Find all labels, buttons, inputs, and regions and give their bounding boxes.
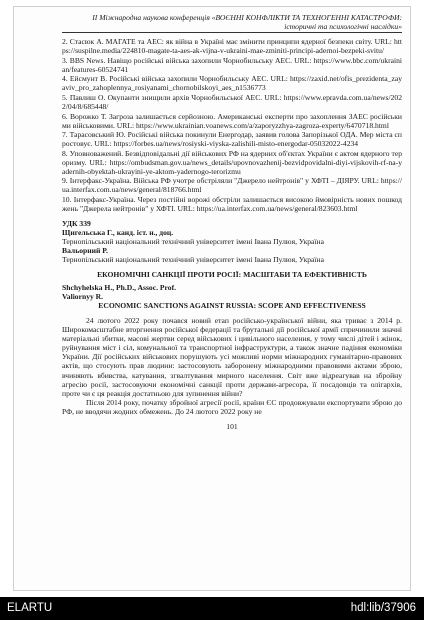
author-affiliation: Тернопільський національний технічний університет імені Івана Пулюя, Україна	[62, 237, 324, 247]
handle-label: hdl:lib/37906	[350, 602, 416, 614]
reference-item: 9. Інтерфакс-Україна. Війська РФ учотре обстріляли "Джерело нейтронів" у ХФТІ – ДІЯРУ. URL: https://ua.interfax.com.ua/news/general/818766.html	[62, 176, 402, 195]
repository-label: ELARTU	[7, 602, 53, 614]
page-content	[62, 13, 402, 431]
author-name-en: Shchyhelska H., Ph.D., Assoc. Prof.	[62, 282, 176, 292]
article-title-en: ECONOMIC SANCTIONS AGAINST RUSSIA: SCOPE AND EFFECTIVENESS	[98, 300, 366, 310]
body-paragraph: 24 лютого 2022 року почався новий етап російсько-української війни, яка триває з 2014 р. Широкомасштабне вторгнення російської федерації та брутальні дії російської армії спричинили значні матеріальні збитки, масові жертви серед військових і цивільного населення, у тому числі дітей і жінок, руйнування міст і сіл, комунальної та транспортної інфраструктури, а також значне падіння економіки України. Дії російських військових порушують усі можливі норми міжнародних гуманітарно-правових актів, що стосують прав людини: застосовують заборонену міжнародними правовими актами зброю, вчиняють вбивства, катування, згвалтування мирного населення. Світ вже відреагував на збройну агресію росії, застосовуючи економічні санкції проти держави-агресора, її посадовців та олігархів, проте чи є ця реакція достатньою для зупинення війни?	[62, 315, 402, 398]
reference-item: 2. Стасюк А. МАГАТЕ та АЕС: як війна в Україні має змінити принципи ядерної безпеки світу. URL: https://suspilne.media/224810-magate-ta-aes-ak-vijna-v-ukraini-mae-zminiti-principi-adernoi-bezpeki-svitu/	[62, 37, 402, 56]
author-name: Щигельська Г., канд. іст. н., доц.	[62, 228, 174, 238]
reference-item: 6. Ворожко Т. Загроза залишається серйозною. Американські експерти про захоплення ЗАЕС російськими військовими. URL: https://www.ukrainian.voanews.com/a/zaporyzzhya-zagroza-experty/6470718.html	[62, 111, 402, 130]
article-title-uk: ЕКОНОМІЧНІ САНКЦІЇ ПРОТИ РОСІЇ: МАСШТАБИ ТА ЕФЕКТИВНІСТЬ	[97, 269, 367, 279]
udc-code: УДК 339	[62, 219, 91, 229]
article-body	[62, 316, 402, 416]
viewer-footer-bar	[0, 597, 424, 620]
document-page	[13, 6, 411, 591]
reference-item: 5. Павлиш О. Окупанти знищили архів Чорнобильської АЕС. URL: https://www.epravda.com.ua/news/2022/04/8/685448/	[62, 92, 402, 112]
reference-list	[62, 37, 402, 213]
page-number: 101	[226, 421, 238, 431]
author-name: Вальорний Р.	[62, 246, 108, 256]
reference-item: 3. BBS News. Навіщо російські війська захопили Чорнобильську АЕС. URL: https://www.bbc.com/ukrainian/features-60524741	[62, 55, 402, 74]
body-paragraph: Після 2014 року, початку збройної агресії росії, країни ЄС продовжували експортувати зброю до РФ, не вводячи жодних обмежень. До 24 лютого 2022 року не	[62, 397, 402, 416]
running-header: ІІ Міжнародна наукова конференція «ВОЄННІ КОНФЛІКТИ ТА ТЕХНОГЕННІ КАТАСТРОФИ: історичні та психологічні наслідки»	[62, 13, 402, 33]
reference-item: 10. Інтерфакс-Україна. Через постійні ворожі обстріли залишається високою ймовірність нових пошкоджень "Джерела нейтронів" у ХФТІ. URL: https://ua.interfax.com.ua/news/general/823603.html	[62, 194, 402, 213]
author-name-en: Valiornyy R.	[62, 291, 104, 301]
reference-item: 8. Уповноважений. Безвідповідальні дії військових РФ на ядерних об'єктах України є актом ядерного тероризму. URL: https://ombudsman.gov.ua/news_details/upovnovazhenij-bezvidpovidalni-diyi-vijskovih-rf-na-yadernih-obyektah-ukrayini-ye-aktom-yadernogo-terorizmu	[62, 148, 402, 176]
author-affiliation: Тернопільський національний технічний університет імені Івана Пулюя, Україна	[62, 255, 324, 265]
reference-item: 7. Тарасовський Ю. Російські війська покинули Енергодар, заявив голова Запорізької ОДА. Мер міста спростовує. URL: https://forbes.ua/news/rosiyski-viyska-zalishili-misto-energodar-05032022-4234	[62, 130, 402, 149]
reference-item: 4. Ейсмунт В. Російські війська захопили Чорнобильську АЕС. URL: https://zaxid.net/ofis_prezidenta_zayaviv_pro_zahoplennya_rosiyanami_chornobilskoyi_aes_n1536773	[62, 74, 402, 93]
